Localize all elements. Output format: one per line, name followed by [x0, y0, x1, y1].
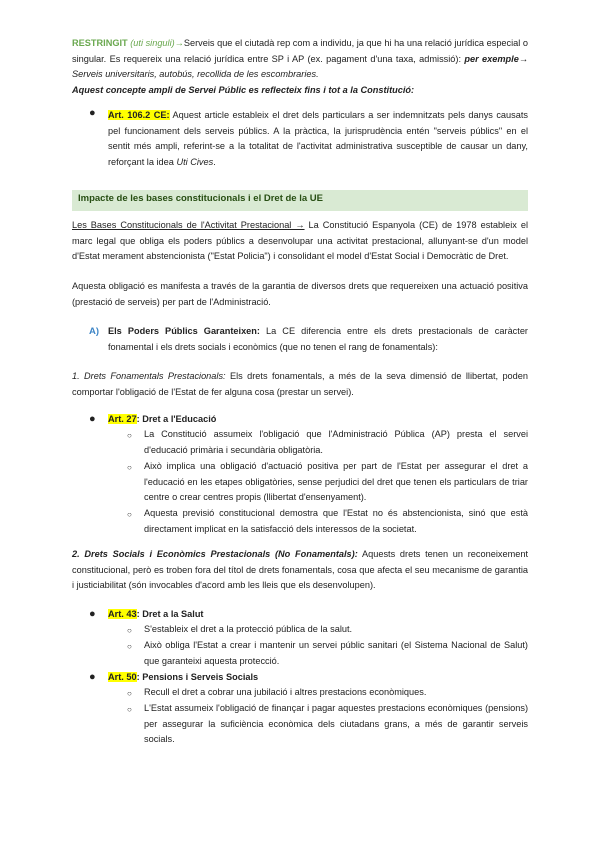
- art50-heading: [108, 670, 528, 686]
- bullet-icon: ●: [89, 671, 96, 683]
- art106-text: Aquest article estableix el dret dels particulars a ser indemnitzats pels danys causats pel funcionament dels serveis públics. A la pràctica, la jurisprudència entén "serveis públics" en el sentit més ampli, referint-se a la totalitat de l'activitat administrativa susceptible de causar un dany, reforçant la idea: [108, 110, 528, 167]
- poders-paragraph: [108, 324, 528, 355]
- art106-tail: Uti Cives: [176, 156, 214, 167]
- bases-label: Les Bases Constitucionals de l'Activitat Prestacional →: [72, 220, 305, 230]
- restringit-closing: Aquest concepte ampli de Servei Públic es reflecteix fins i tot a la Constitució:: [72, 84, 415, 95]
- art43-label: Art. 43: [108, 609, 137, 619]
- bases-paragraph: [72, 218, 528, 265]
- art43-heading: [108, 607, 528, 623]
- list-letter-a: A): [89, 326, 100, 337]
- circle-bullet-icon: ○: [127, 642, 132, 651]
- socials-label: 2. Drets Socials i Econòmics Prestacionals (No Fonamentals):: [72, 549, 358, 559]
- art106-end: .: [213, 156, 216, 167]
- circle-bullet-icon: ○: [127, 689, 132, 698]
- restringit-paragraph: [72, 36, 528, 98]
- restringit-qualifier: (uti singuli)→: [130, 38, 184, 48]
- socials-paragraph: [72, 547, 528, 594]
- circle-bullet-icon: ○: [127, 431, 132, 440]
- art43-item-2: Això obliga l'Estat a crear i mantenir un servei públic sanitari (el Sistema Nacional de Salut) que garanteixi aquesta protecció.: [144, 640, 528, 666]
- section-header: [72, 190, 528, 211]
- circle-bullet-icon: ○: [127, 510, 132, 519]
- socials-text: Aquests drets tenen un reconeixement constitucional, però es troben fora del títol de drets fonamentals, cosa que afecta el seu mecanisme de garantia i justiciabilitat (són invocables d'acord amb les lleis que els desenvolupen).: [72, 549, 528, 590]
- circle-bullet-icon: ○: [127, 705, 132, 714]
- circle-bullet-icon: ○: [127, 463, 132, 472]
- art27-item-2: Això implica una obligació d'actuació positiva per part de l'Estat per assegurar el dret a l'educació en les etapes obligatòries, sense perjudici del dret que tenen els particulars de triar centre o crear centres propis (llibertat d'ensenyament).: [144, 461, 528, 502]
- fonamentals-paragraph: [72, 369, 528, 400]
- art106-paragraph: [108, 108, 528, 170]
- obligacio-paragraph: Aquesta obligació es manifesta a través de la garantia de diversos drets que requereixen una actuació positiva (prestació de serveis) per part de l'Administració.: [72, 281, 528, 307]
- art50-title: : Pensions i Serveis Socials: [136, 672, 259, 682]
- art43-title: : Dret a la Salut: [136, 609, 204, 619]
- art50-item-2: L'Estat assumeix l'obligació de finançar i pagar aquestes prestacions econòmiques (pensions) per assegurar la suficiència econòmica dels ciutadans grans, a més de garantir serveis socials.: [144, 703, 528, 744]
- art106-label: Art. 106.2 CE:: [108, 110, 170, 120]
- art27-title: : Dret a l'Educació: [136, 414, 217, 424]
- art43-item-1: S'estableix el dret a la protecció pública de la salut.: [144, 624, 353, 634]
- restringit-text: Serveis que el ciutadà rep com a individu, ja que hi ha una relació jurídica especial o singular. Es requereix una relació jurídica entre SP i AP (ex. pagament d'una taxa, admissió):: [72, 38, 529, 64]
- fonamentals-label: 1. Drets Fonamentals Prestacionals:: [72, 371, 226, 381]
- bullet-icon: ●: [89, 608, 96, 620]
- bases-text: La Constitució Espanyola (CE) de 1978 estableix el marc legal que obliga els poders públics a desenvolupar una activitat prestacional, allunyant-se d'un model d'Estat merament abstencionista ("Estat Policia") i consolidant el model d'Estat Social i Democràtic de Dret.: [72, 220, 528, 261]
- section-title: Impacte de les bases constitucionals i el Dret de la UE: [78, 193, 323, 204]
- poders-text: La CE diferencia entre els drets prestacionals de caràcter fonamental i els drets socials i econòmics (que no tenen el rang de fonamentals):: [108, 326, 528, 352]
- art27-label: Art. 27: [108, 414, 137, 424]
- art27-heading: [108, 412, 528, 428]
- circle-bullet-icon: ○: [127, 626, 132, 635]
- example-label: per exemple: [464, 53, 519, 64]
- example-text: → Serveis universitaris, autobús, recollida de les escombraries.: [72, 53, 529, 79]
- restringit-label: RESTRINGIT: [72, 38, 128, 48]
- bullet-icon: ●: [89, 107, 96, 119]
- art27-item-3: Aquesta previsió constitucional demostra que l'Estat no és abstencionista, sinó que està directament implicat en la satisfacció dels interessos de la societat.: [144, 508, 528, 534]
- bullet-icon: ●: [89, 413, 96, 425]
- art27-item-1: La Constitució assumeix l'obligació que l'Administració Pública (AP) presta el servei d'educació primària i secundària obligatòria.: [144, 429, 528, 455]
- poders-label: Els Poders Públics Garanteixen:: [108, 326, 260, 336]
- fonamentals-text: Els drets fonamentals, a més de la seva dimensió de llibertat, poden comportar l'obligació de l'Estat de fer alguna cosa (prestar un servei).: [72, 371, 528, 397]
- art50-item-1: Recull el dret a cobrar una jubilació i altres prestacions econòmiques.: [144, 687, 427, 697]
- art50-label: Art. 50: [108, 672, 137, 682]
